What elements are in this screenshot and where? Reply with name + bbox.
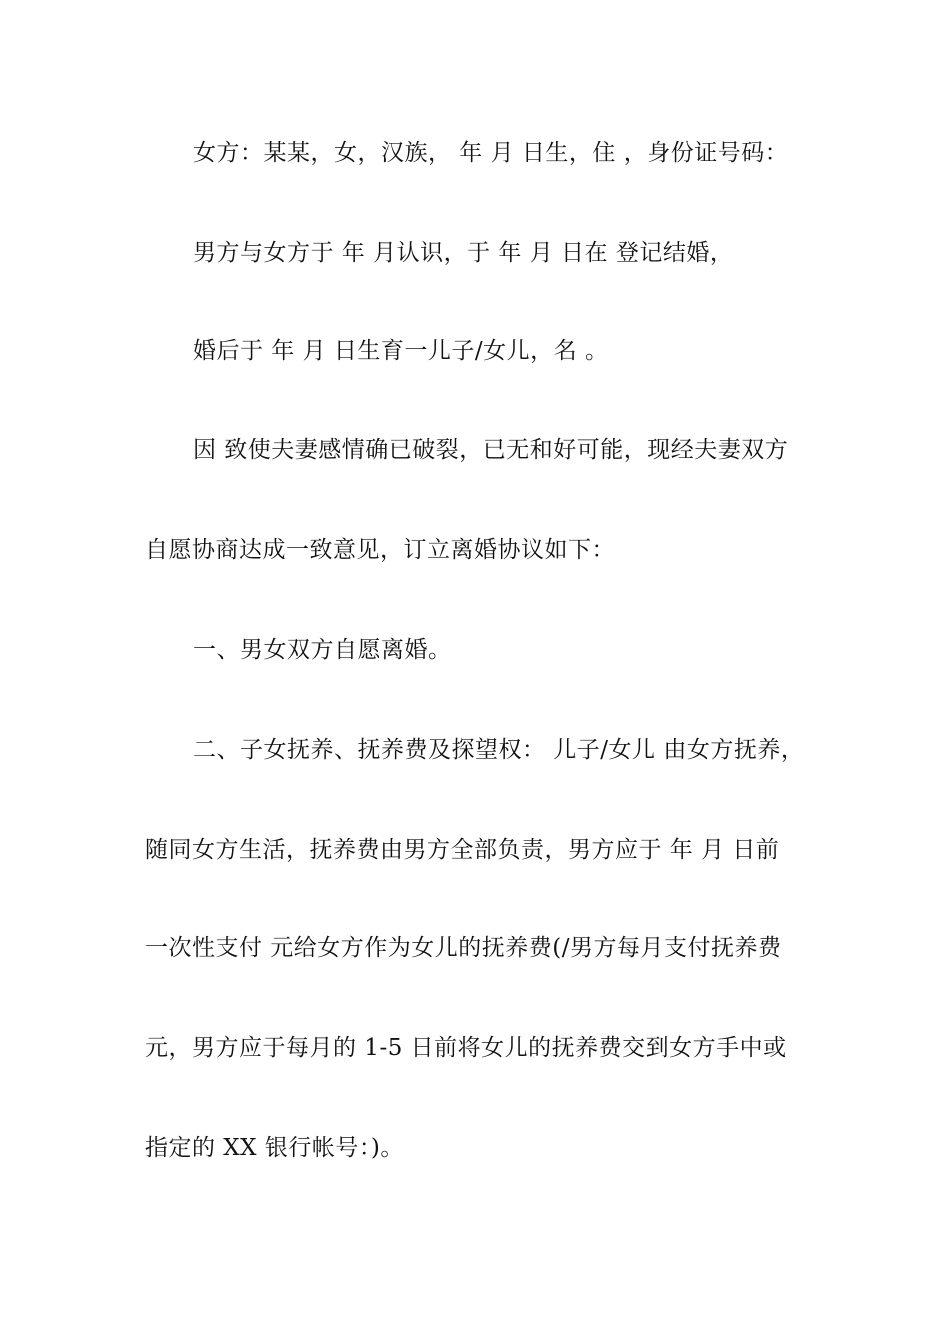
text-line: 男方与女方于 年 月认识，于 年 月 日在 登记结婚， — [193, 240, 734, 266]
text-line: 一次性支付 元给女方作为女儿的抚养费(/男方每月支付抚养费 — [145, 935, 782, 961]
text-line: 二、子女抚养、抚养费及探望权： 儿子/女儿 由女方抚养， — [193, 737, 805, 763]
text-line: 一、男女双方自愿离婚。 — [193, 637, 452, 663]
text-line: 女方：某某，女，汉族， 年 月 日生，住 ，身份证号码： — [193, 140, 789, 166]
text-line: 因 致使夫妻感情确已破裂，已无和好可能，现经夫妻双方 — [193, 437, 789, 463]
text-line: 婚后于 年 月 日生育一儿子/女儿，名 。 — [193, 338, 609, 364]
text-line: 自愿协商达成一致意见，订立离婚协议如下： — [145, 537, 615, 563]
text-line: 指定的 XX 银行帐号：)。 — [145, 1135, 404, 1161]
text-line: 元，男方应于每月的 1-5 日前将女儿的抚养费交到女方手中或 — [145, 1035, 787, 1061]
text-line: 随同女方生活，抚养费由男方全部负责，男方应于 年 月 日前 — [145, 837, 780, 863]
